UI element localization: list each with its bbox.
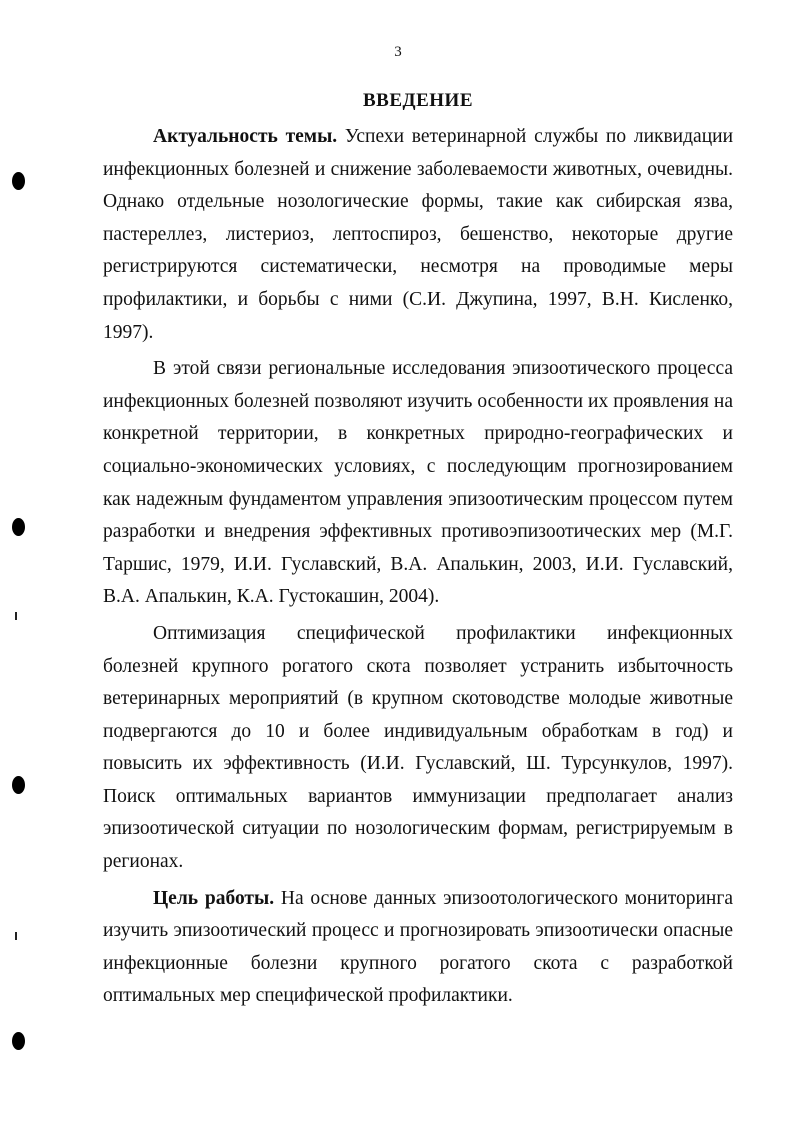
paragraph-relevance	[103, 121, 733, 349]
paragraph-text: В этой связи региональные исследования эпизоотического процесса инфекционных болезней позволяют изучить особенности их проявления на конкретной территории, в конкретных природно-географических и социально-экономических условиях, с последующим прогнозированием как надежным фундаментом управления эпизоотическим процессом путем разработки и внедрения эффективных противоэпизоотических мер (М.Г. Таршис, 1979, И.И. Гуславский, В.А. Апалькин, 2003, И.И. Гуславский, В.А. Апалькин, К.А. Густокашин, 2004).	[103, 358, 733, 608]
paragraph-lead: Актуальность темы.	[153, 126, 338, 147]
paragraph-regional-research	[103, 353, 733, 614]
binder-hole-mark	[12, 518, 25, 536]
paragraph-lead: Цель работы.	[153, 887, 275, 909]
page-number: 3	[394, 44, 402, 60]
paragraph-text: Успехи ветеринарной службы по ликвидации инфекционных болезней и снижение заболеваемости животных, очевидны. Однако отдельные нозологические формы, такие как сибирская язва, пастереллез, листериоз, лептоспироз, бешенство, некоторые другие регистрируются систематически, несмотря на проводимые меры профилактики, и борьбы с ними (С.И. Джупина, 1997, В.Н. Кисленко, 1997).	[103, 126, 733, 343]
margin-tick-mark	[15, 612, 17, 620]
paragraph-text: Оптимизация специфической профилактики инфекционных болезней крупного рогатого скота позволяет устранить избыточность ветеринарных мероприятий (в крупном скотоводстве молодые животные подвергаются до 10 и более индивидуальным обработкам в год) и повысить их эффективность (И.И. Гуславский, Ш. Турсункулов, 1997). Поиск оптимальных вариантов иммунизации предполагает анализ эпизоотической ситуации по нозологическим формам, регистрируемым в регионах.	[103, 622, 733, 873]
binder-hole-mark	[12, 172, 25, 190]
body-text	[103, 121, 733, 1017]
binder-hole-mark	[12, 1032, 25, 1050]
binder-hole-mark	[12, 776, 25, 794]
margin-tick-mark	[15, 932, 17, 940]
page-title: ВВЕДЕНИЕ	[363, 90, 473, 111]
paragraph-optimization	[103, 618, 733, 879]
paragraph-text: На основе данных эпизоотологического мониторинга изучить эпизоотический процесс и прогнозировать эпизоотически опасные инфекционные болезни крупного рогатого скота с разработкой оптимальных мер специфической профилактики.	[103, 887, 733, 1007]
paragraph-goal	[103, 883, 733, 1013]
